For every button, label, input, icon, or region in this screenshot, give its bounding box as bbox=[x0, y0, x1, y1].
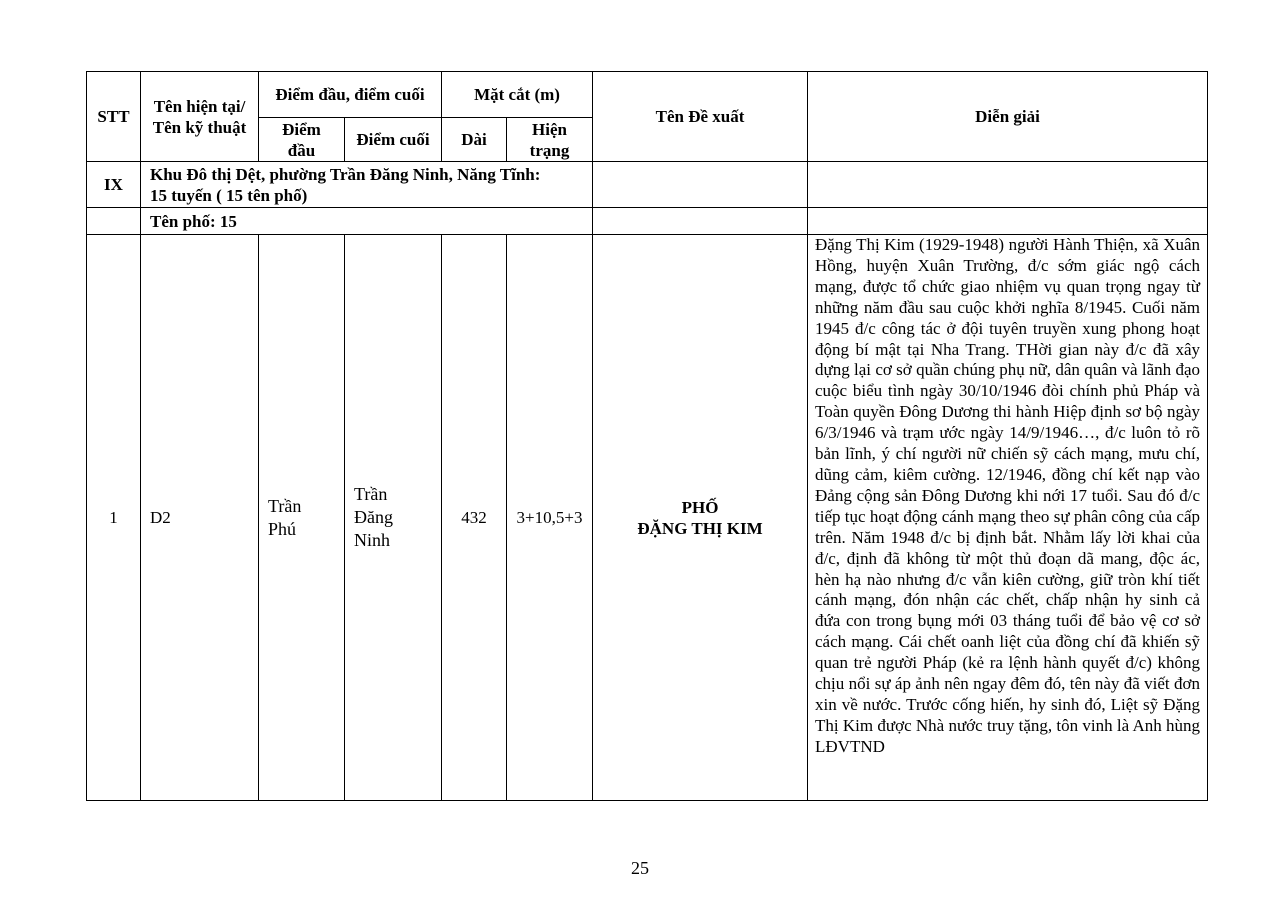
row-length: 432 bbox=[442, 235, 507, 801]
section-number: IX bbox=[87, 162, 141, 208]
header-cross-section: Mặt cắt (m) bbox=[442, 72, 593, 118]
sub-empty-stt bbox=[87, 208, 141, 235]
row-technical-name: D2 bbox=[141, 235, 259, 801]
row-proposed-name bbox=[593, 235, 808, 801]
row-proposed-name-line2: ĐẶNG THỊ KIM bbox=[637, 518, 763, 538]
header-start-point: Điểm đầu bbox=[259, 118, 345, 162]
header-length: Dài bbox=[442, 118, 507, 162]
sub-empty-proposal bbox=[593, 208, 808, 235]
header-current-name bbox=[141, 72, 259, 162]
row-start-point: Trần Phú bbox=[259, 235, 345, 801]
sub-empty-explanation bbox=[808, 208, 1208, 235]
header-status: Hiện trạng bbox=[507, 118, 593, 162]
row-stt: 1 bbox=[87, 235, 141, 801]
header-current-name-line2: Tên kỹ thuật bbox=[152, 117, 247, 137]
row-status: 3+10,5+3 bbox=[507, 235, 593, 801]
row-proposed-name-line1: PHỐ bbox=[681, 497, 719, 517]
street-naming-table bbox=[86, 71, 1208, 801]
header-explanation: Diễn giải bbox=[808, 72, 1208, 162]
header-end-point: Điểm cuối bbox=[345, 118, 442, 162]
section-subtitle: Tên phố: 15 bbox=[141, 208, 593, 235]
header-proposed-name: Tên Đề xuất bbox=[593, 72, 808, 162]
row-end-point: Trần Đăng Ninh bbox=[345, 235, 442, 801]
page-number: 25 bbox=[631, 858, 649, 878]
section-empty-proposal bbox=[593, 162, 808, 208]
header-stt: STT bbox=[87, 72, 141, 162]
header-start-end: Điểm đầu, điểm cuối bbox=[259, 72, 442, 118]
table-row bbox=[87, 235, 1208, 801]
header-current-name-line1: Tên hiện tại/ bbox=[153, 96, 246, 116]
row-explanation: Đặng Thị Kim (1929-1948) người Hành Thiện, xã Xuân Hồng, huyện Xuân Trường, đ/c sớm giác ngộ cách mạng, được tổ chức giao nhiệm vụ quan trọng ngay từ những năm đầu sau cuộc khởi nghĩa 8/1945. Cuối năm 1945 đ/c công tác ở đội tuyên truyền xung phong hoạt động bí mật tại Nha Trang. THời gian này đ/c đã xây dựng lại cơ sở quần chúng phụ nữ, dân quân và lãnh đạo cuộc biểu tình ngày 30/10/1946 đòi chính phủ Pháp và Toàn quyền Đông Dương thi hành Hiệp định sơ bộ ngày 6/3/1946 và trạm ước ngày 14/9/1946…, đ/c luôn tỏ rõ bản lĩnh, ý chí người nữ chiến sỹ cách mạng, mưu chí, dũng cảm, kiêm cường. 12/1946, đồng chí kết nạp vào Đảng cộng sản Đông Dương khi nới 17 tuổi. Sau đó đ/c tiếp tục hoạt động cánh mạng theo sự phân công của cấp trên. Năm 1948 đ/c bị định bắt. Nhằm lấy lời khai của đ/c, định đã không từ một thủ đoạn dã mang, độc ác, hèn hạ nào nhưng đ/c vẫn kiên cường, giữ tròn khí tiết cánh mạng, đón nhận các chết, chấp nhận hy sinh cả đứa con trong bụng mới 03 tháng tuổi để bảo vệ cơ sở cách mạng. Cái chết oanh liệt của đồng chí đã khiến sỹ quan trẻ người Pháp (kẻ ra lệnh hành quyết đ/c) không chịu nổi sự áp ảnh nên ngay đêm đó, tên này đã viết đơn xin về nước. Trước cống hiến, hy sinh đó, Liệt sỹ Đặng Thị Kim được Nhà nước truy tặng, tôn vinh là Anh hùng LĐVTND bbox=[808, 235, 1208, 801]
section-empty-explanation bbox=[808, 162, 1208, 208]
section-title: Khu Đô thị Dệt, phường Trần Đăng Ninh, Năng Tĩnh: 15 tuyến ( 15 tên phố) bbox=[141, 162, 593, 208]
